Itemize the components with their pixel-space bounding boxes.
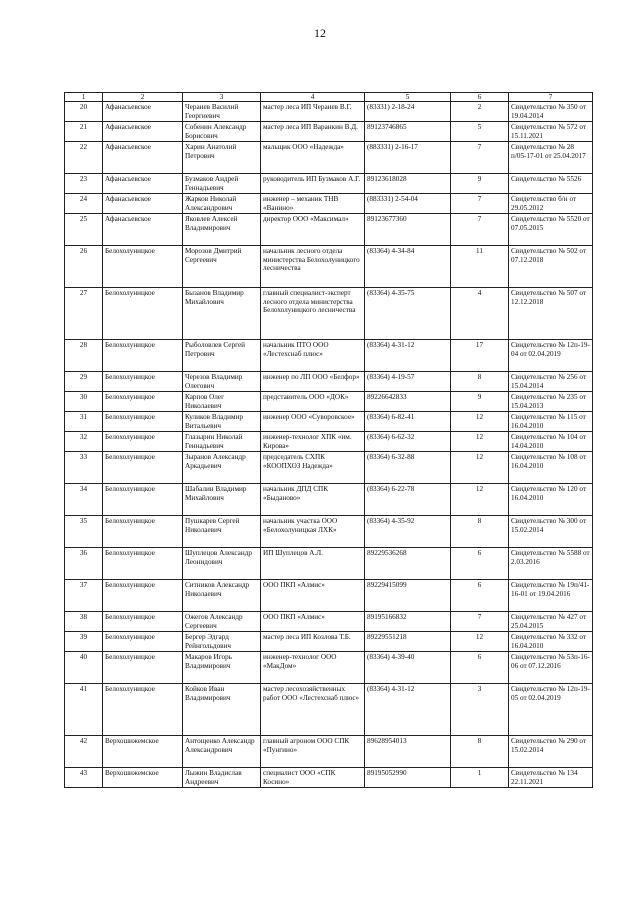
experience-cell: 12 xyxy=(451,484,509,516)
phone-cell: (883331) 2-54-04 xyxy=(365,194,451,214)
row-number: 28 xyxy=(65,340,103,372)
position-cell: мастер лесохозяйственных работ ООО «Лестехснаб плюс» xyxy=(261,684,365,736)
name-cell: Зыранов Александр Аркадьевич xyxy=(183,452,261,484)
table-row xyxy=(65,548,593,580)
phone-cell: (83364) 4-31-12 xyxy=(365,684,451,736)
name-cell: Рыболовлев Сергей Петрович xyxy=(183,340,261,372)
certificate-cell: Свидетельство № 507 от 12.12.2018 xyxy=(509,288,593,340)
certificate-cell: Свидетельство № 350 от 19.04.2014 xyxy=(509,102,593,122)
certificate-cell: Свидетельство б/н от 29.05.2012 xyxy=(509,194,593,214)
phone-cell: (83364) 6-32-88 xyxy=(365,452,451,484)
row-number: 34 xyxy=(65,484,103,516)
column-header: 4 xyxy=(261,93,365,102)
phone-cell: 89628954013 xyxy=(365,736,451,768)
district-cell: Белохолуницкое xyxy=(103,452,183,484)
certificate-cell: Свидетельство № 19п/41-16-01 от 19.04.2016 xyxy=(509,580,593,612)
district-cell: Афанасьевское xyxy=(103,214,183,246)
table-row xyxy=(65,392,593,412)
certificate-cell: Свидетельство № 300 от 15.02.2014 xyxy=(509,516,593,548)
experience-cell: 9 xyxy=(451,392,509,412)
page-number: 12 xyxy=(314,26,326,40)
row-number: 33 xyxy=(65,452,103,484)
experience-cell: 8 xyxy=(451,372,509,392)
certificate-cell: Свидетельство № 235 от 15.04.2013 xyxy=(509,392,593,412)
row-number: 29 xyxy=(65,372,103,392)
table-row xyxy=(65,214,593,246)
name-cell: Шуплецов Александр Леонидович xyxy=(183,548,261,580)
district-cell: Афанасьевское xyxy=(103,102,183,122)
position-cell: ООО ПКП «Алмис» xyxy=(261,580,365,612)
district-cell: Белохолуницкое xyxy=(103,516,183,548)
experience-cell: 4 xyxy=(451,288,509,340)
name-cell: Жарков Николай Александрович xyxy=(183,194,261,214)
district-cell: Белохолуницкое xyxy=(103,548,183,580)
phone-cell: (83364) 6-82-41 xyxy=(365,412,451,432)
phone-cell: 89195166832 xyxy=(365,612,451,632)
phone-cell: 89123746865 xyxy=(365,122,451,142)
experience-cell: 9 xyxy=(451,174,509,194)
position-cell: ООО ПКП «Алмис» xyxy=(261,612,365,632)
row-number: 31 xyxy=(65,412,103,432)
row-number: 30 xyxy=(65,392,103,412)
certificate-cell: Свидетельство № 572 от 15.11.2021 xyxy=(509,122,593,142)
row-number: 43 xyxy=(65,768,103,788)
phone-cell: (83364) 4-35-75 xyxy=(365,288,451,340)
experience-cell: 12 xyxy=(451,632,509,652)
certificate-cell: Свидетельство № 502 от 07.12.2018 xyxy=(509,246,593,288)
table-row xyxy=(65,142,593,174)
position-cell: мастер леса ИП Варанкин В.Д. xyxy=(261,122,365,142)
district-cell: Верхошижемское xyxy=(103,768,183,788)
table-row xyxy=(65,652,593,684)
row-number: 39 xyxy=(65,632,103,652)
name-cell: Яковлев Алексей Владимирович xyxy=(183,214,261,246)
position-cell: инженер ООО «Суворовское» xyxy=(261,412,365,432)
district-cell: Афанасьевское xyxy=(103,194,183,214)
phone-cell: (883331) 2-16-17 xyxy=(365,142,451,174)
name-cell: Шабалин Владимир Михайлович xyxy=(183,484,261,516)
experience-cell: 6 xyxy=(451,548,509,580)
name-cell: Куликов Владимир Витальевич xyxy=(183,412,261,432)
table-row xyxy=(65,736,593,768)
experience-cell: 12 xyxy=(451,432,509,452)
position-cell: инженер-технолог ХПК «им. Кирова» xyxy=(261,432,365,452)
district-cell: Белохолуницкое xyxy=(103,246,183,288)
name-cell: Ожегов Александр Сергеевич xyxy=(183,612,261,632)
experience-cell: 7 xyxy=(451,612,509,632)
row-number: 21 xyxy=(65,122,103,142)
row-number: 41 xyxy=(65,684,103,736)
table-row xyxy=(65,484,593,516)
position-cell: главный специалист-эксперт лесного отдела министерства Белохолуницкого лесничества xyxy=(261,288,365,340)
table-row xyxy=(65,246,593,288)
row-number: 24 xyxy=(65,194,103,214)
experience-cell: 3 xyxy=(451,684,509,736)
row-number: 40 xyxy=(65,652,103,684)
table-row xyxy=(65,632,593,652)
experience-cell: 6 xyxy=(451,652,509,684)
district-cell: Верхошижемское xyxy=(103,736,183,768)
name-cell: Антощенко Александр Александрович xyxy=(183,736,261,768)
table-row xyxy=(65,412,593,432)
row-number: 37 xyxy=(65,580,103,612)
row-number: 26 xyxy=(65,246,103,288)
row-number: 22 xyxy=(65,142,103,174)
certificate-cell: Свидетельство № 28 п/05-17-01 от 25.04.2017 xyxy=(509,142,593,174)
phone-cell: 89226642833 xyxy=(365,392,451,412)
name-cell: Черанев Василий Георгиевич xyxy=(183,102,261,122)
experience-cell: 2 xyxy=(451,102,509,122)
table-row xyxy=(65,372,593,392)
certificate-cell: Свидетельство № 332 от 16.04.2010 xyxy=(509,632,593,652)
column-header: 1 xyxy=(65,93,103,102)
district-cell: Белохолуницкое xyxy=(103,412,183,432)
experience-cell: 6 xyxy=(451,580,509,612)
name-cell: Собенин Александр Борисович xyxy=(183,122,261,142)
district-cell: Белохолуницкое xyxy=(103,372,183,392)
phone-cell: 89123677360 xyxy=(365,214,451,246)
phone-cell: 89229536268 xyxy=(365,548,451,580)
row-number: 36 xyxy=(65,548,103,580)
certificate-cell: Свидетельство № 12п-19-05 от 02.04.2019 xyxy=(509,684,593,736)
certificate-cell: Свидетельство № 108 от 16.04.2010 xyxy=(509,452,593,484)
position-cell: мастер леса ИП Козлова Т.Б. xyxy=(261,632,365,652)
row-number: 35 xyxy=(65,516,103,548)
position-cell: мальщик ООО «Надежда» xyxy=(261,142,365,174)
district-cell: Белохолуницкое xyxy=(103,612,183,632)
position-cell: ИП Шуплецов А.Л. xyxy=(261,548,365,580)
name-cell: Черезов Владимир Олегович xyxy=(183,372,261,392)
position-cell: директор ООО «Максимал» xyxy=(261,214,365,246)
name-cell: Лыжин Владислав Андреевич xyxy=(183,768,261,788)
experience-cell: 7 xyxy=(451,214,509,246)
name-cell: Глазырин Николай Геннадьевич xyxy=(183,432,261,452)
row-number: 38 xyxy=(65,612,103,632)
certificate-cell: Свидетельство № 12п-19-04 от 02.04.2019 xyxy=(509,340,593,372)
phone-cell: 89229415099 xyxy=(365,580,451,612)
name-cell: Морозов Дмитрий Сергеевич xyxy=(183,246,261,288)
position-cell: специалист ООО «СПК Косино» xyxy=(261,768,365,788)
phone-cell: (83364) 4-19-57 xyxy=(365,372,451,392)
experience-cell: 12 xyxy=(451,452,509,484)
position-cell: инженер – механик ТНВ «Ванино» xyxy=(261,194,365,214)
name-cell: Карпов Олег Николаевич xyxy=(183,392,261,412)
column-header: 3 xyxy=(183,93,261,102)
position-cell: представитель ООО «ДОК» xyxy=(261,392,365,412)
row-number: 25 xyxy=(65,214,103,246)
phone-cell: (83364) 6-22-78 xyxy=(365,484,451,516)
position-cell: инженер-технолог ООО «МакДом» xyxy=(261,652,365,684)
table-row xyxy=(65,194,593,214)
phone-cell: 89229551218 xyxy=(365,632,451,652)
position-cell: руководитель ИП Бузмаков А.Г. xyxy=(261,174,365,194)
row-number: 23 xyxy=(65,174,103,194)
experience-cell: 17 xyxy=(451,340,509,372)
certificate-cell: Свидетельство № 5526 xyxy=(509,174,593,194)
position-cell: начальник ПТО ООО «Лестехснаб плюс» xyxy=(261,340,365,372)
name-cell: Харин Анатолий Петрович xyxy=(183,142,261,174)
name-cell: Ситников Александр Николаевич xyxy=(183,580,261,612)
registry-table xyxy=(64,92,593,788)
table-row xyxy=(65,612,593,632)
experience-cell: 7 xyxy=(451,194,509,214)
experience-cell: 1 xyxy=(451,768,509,788)
certificate-cell: Свидетельство № 5588 от 2.03.2016 xyxy=(509,548,593,580)
name-cell: Бызанов Владимир Михайлович xyxy=(183,288,261,340)
district-cell: Белохолуницкое xyxy=(103,684,183,736)
column-header: 6 xyxy=(451,93,509,102)
table-row xyxy=(65,174,593,194)
certificate-cell: Свидетельство № 120 от 16.04.2010 xyxy=(509,484,593,516)
position-cell: мастер леса ИП Черанев В.Г. xyxy=(261,102,365,122)
district-cell: Белохолуницкое xyxy=(103,392,183,412)
phone-cell: (83364) 4-35-92 xyxy=(365,516,451,548)
table-row xyxy=(65,288,593,340)
district-cell: Афанасьевское xyxy=(103,174,183,194)
experience-cell: 12 xyxy=(451,412,509,432)
column-header: 2 xyxy=(103,93,183,102)
certificate-cell: Свидетельство № 290 от 15.02.2014 xyxy=(509,736,593,768)
district-cell: Белохолуницкое xyxy=(103,484,183,516)
phone-cell: 89195052990 xyxy=(365,768,451,788)
table-row xyxy=(65,452,593,484)
phone-cell: (83331) 2-18-24 xyxy=(365,102,451,122)
table-row xyxy=(65,102,593,122)
experience-cell: 5 xyxy=(451,122,509,142)
district-cell: Белохолуницкое xyxy=(103,432,183,452)
position-cell: инженер по ЛП ООО «Белфор» xyxy=(261,372,365,392)
name-cell: Койков Иван Владимирович xyxy=(183,684,261,736)
district-cell: Афанасьевское xyxy=(103,142,183,174)
name-cell: Бергер Эдгард Рейнгольдович xyxy=(183,632,261,652)
column-header: 7 xyxy=(509,93,593,102)
experience-cell: 11 xyxy=(451,246,509,288)
certificate-cell: Свидетельство № 53п-16-06 от 07.12.2016 xyxy=(509,652,593,684)
district-cell: Белохолуницкое xyxy=(103,652,183,684)
position-cell: начальник ДПД СПК «Быданово» xyxy=(261,484,365,516)
district-cell: Белохолуницкое xyxy=(103,580,183,612)
phone-cell: (83364) 6-62-32 xyxy=(365,432,451,452)
row-number: 42 xyxy=(65,736,103,768)
certificate-cell: Свидетельство № 104 от 14.04.2010 xyxy=(509,432,593,452)
table-row xyxy=(65,580,593,612)
name-cell: Макаров Игорь Владимирович xyxy=(183,652,261,684)
name-cell: Бузмаков Андрей Геннадьевич xyxy=(183,174,261,194)
table-row xyxy=(65,432,593,452)
row-number: 27 xyxy=(65,288,103,340)
certificate-cell: Свидетельство № 115 от 16.04.2010 xyxy=(509,412,593,432)
district-cell: Белохолуницкое xyxy=(103,632,183,652)
district-cell: Белохолуницкое xyxy=(103,340,183,372)
table-row xyxy=(65,516,593,548)
table-row xyxy=(65,122,593,142)
position-cell: начальник лесного отдела министерства Белохолуницкого лесничества xyxy=(261,246,365,288)
district-cell: Афанасьевское xyxy=(103,122,183,142)
experience-cell: 8 xyxy=(451,516,509,548)
certificate-cell: Свидетельство № 5520 от 07.05.2015 xyxy=(509,214,593,246)
header-row xyxy=(65,93,593,102)
experience-cell: 8 xyxy=(451,736,509,768)
row-number: 32 xyxy=(65,432,103,452)
phone-cell: (83364) 4-31-12 xyxy=(365,340,451,372)
position-cell: главный агроном ООО СПК «Пунгино» xyxy=(261,736,365,768)
phone-cell: (83364) 4-39-40 xyxy=(365,652,451,684)
table-row xyxy=(65,684,593,736)
experience-cell: 7 xyxy=(451,142,509,174)
certificate-cell: Свидетельство № 427 от 25.04.2015 xyxy=(509,612,593,632)
row-number: 20 xyxy=(65,102,103,122)
certificate-cell: Свидетельство № 134 22.11.2021 xyxy=(509,768,593,788)
phone-cell: (83364) 4-34-84 xyxy=(365,246,451,288)
table-row xyxy=(65,340,593,372)
position-cell: председатель СХПК «КООПХОЗ Надежда» xyxy=(261,452,365,484)
phone-cell: 89123618028 xyxy=(365,174,451,194)
certificate-cell: Свидетельство № 256 от 15.04.2014 xyxy=(509,372,593,392)
district-cell: Белохолуницкое xyxy=(103,288,183,340)
position-cell: начальник участка ООО «Белохолуницкая ЛХК» xyxy=(261,516,365,548)
table-row xyxy=(65,768,593,788)
column-header: 5 xyxy=(365,93,451,102)
name-cell: Пушкарев Сергей Николаевич xyxy=(183,516,261,548)
